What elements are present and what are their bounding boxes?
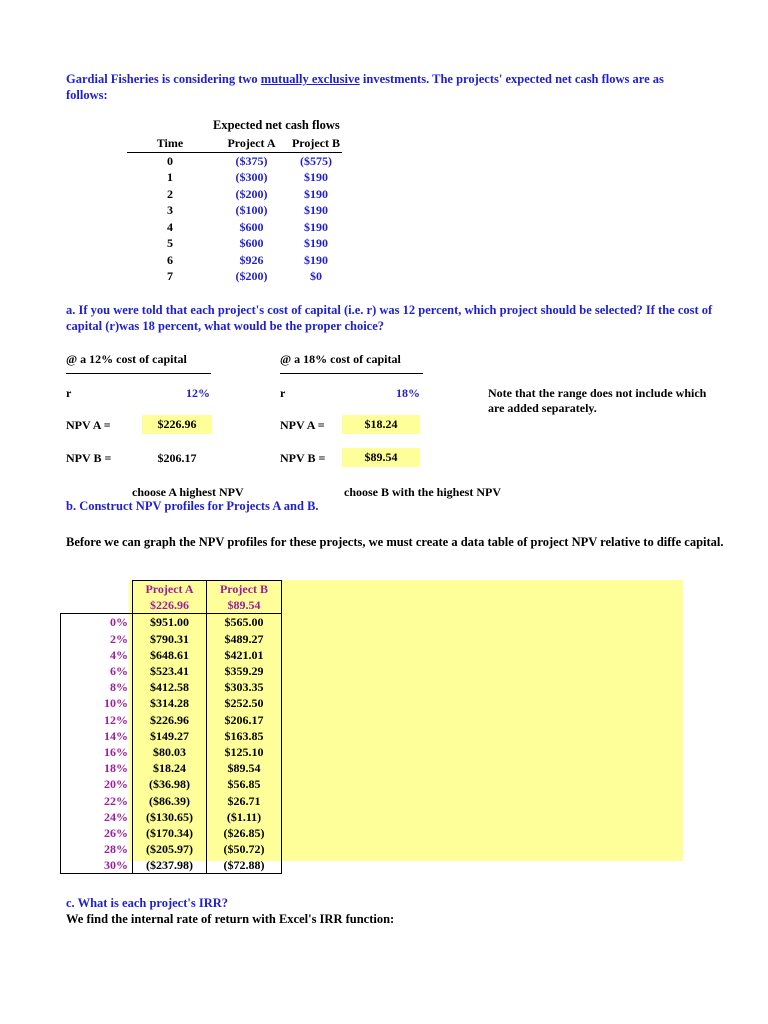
data-table-intro: Before we can graph the NPV profiles for these projects, we must create a data table of project NPV relative to diffe capital. (66, 535, 724, 549)
npv-rate: 2% (61, 631, 133, 647)
npv-profile-row (61, 679, 282, 695)
scenario-12-npv-b-value: $206.17 (157, 451, 197, 465)
cash-flow-time: 1 (167, 170, 173, 185)
scenario-18-npv-a-value: $18.24 (342, 415, 420, 434)
npv-rate: 22% (61, 792, 133, 808)
npv-profile-row (61, 809, 282, 825)
cash-flow-row (127, 219, 342, 236)
npv-profile-row (61, 776, 282, 792)
npv-project-b: ($72.88) (207, 857, 282, 874)
npv-project-a: ($36.98) (133, 776, 207, 792)
cash-flow-project-a: ($375) (235, 153, 268, 168)
cash-flow-time: 0 (167, 153, 173, 168)
npv-profile-row (61, 695, 282, 711)
scenario-12-npv-a-label: NPV A = (66, 418, 111, 432)
npv-project-b: $252.50 (207, 695, 282, 711)
intro-text-1: Gardial Fisheries is considering two (66, 72, 261, 86)
npv-profile-row (61, 647, 282, 663)
intro-text-2: investments. The projects' expected net cash flows are as follows: (66, 72, 664, 102)
npv-profile-row (61, 792, 282, 808)
npv-project-a: $18.24 (133, 760, 207, 776)
intro-underlined-text: mutually exclusive (260, 72, 360, 86)
cash-flow-project-b: $190 (304, 236, 328, 251)
npv-rate: 14% (61, 728, 133, 744)
cash-flow-project-b: $0 (310, 269, 322, 284)
npv-project-b: $56.85 (207, 776, 282, 792)
npv-rate: 4% (61, 647, 133, 663)
cash-flow-row (127, 252, 342, 269)
irr-text: We find the internal rate of return with Excel's IRR function: (66, 912, 395, 926)
cash-flow-project-a: ($200) (235, 269, 268, 284)
cash-flow-row (127, 186, 342, 203)
cash-flow-project-b: $190 (304, 170, 328, 185)
header-project-a: Project A (213, 135, 290, 152)
cash-flow-time: 6 (167, 252, 173, 267)
npv-profile-row (61, 728, 282, 744)
npv-project-a: $790.31 (133, 631, 207, 647)
cash-flow-project-a: ($100) (235, 203, 268, 218)
npv-project-a: $648.61 (133, 647, 207, 663)
npv-project-b: $565.00 (207, 614, 282, 631)
cash-flow-project-a: ($200) (235, 186, 268, 201)
npv-project-b: ($26.85) (207, 825, 282, 841)
cash-flow-project-b: $190 (304, 219, 328, 234)
npv-header-project-a: Project A (133, 581, 207, 598)
cash-flow-time: 7 (167, 269, 173, 284)
npv-rate: 20% (61, 776, 133, 792)
cash-flow-time: 5 (167, 236, 173, 251)
scenario-18-npv-b-value: $89.54 (342, 448, 420, 467)
scenario-18-choice: choose B with the highest NPV (344, 485, 502, 499)
scenario-18-npv-b-label: NPV B = (280, 451, 326, 465)
npv-project-b: $89.54 (207, 760, 282, 776)
npv-project-a: ($205.97) (133, 841, 207, 857)
cash-flow-project-a: $600 (239, 219, 264, 234)
npv-rate: 28% (61, 841, 133, 857)
npv-rate: 24% (61, 809, 133, 825)
npv-header-blank (61, 581, 133, 598)
npv-project-a: $412.58 (133, 679, 207, 695)
cash-flow-row (127, 169, 342, 186)
npv-base-blank (61, 597, 133, 614)
cash-flow-time: 2 (167, 186, 173, 201)
npv-project-a: $951.00 (133, 614, 207, 631)
question-b: b. Construct NPV profiles for Projects A and B. (66, 499, 319, 513)
cash-flow-title: Expected net cash flows (213, 118, 340, 132)
cash-flow-time: 4 (167, 219, 173, 234)
cash-flow-row (127, 268, 342, 285)
intro-paragraph (66, 71, 706, 103)
scenario-12-header: @ a 12% cost of capital (66, 352, 211, 374)
cash-flow-time: 3 (167, 203, 173, 218)
scenario-12-r-value: 12% (186, 386, 210, 400)
npv-project-b: $26.71 (207, 792, 282, 808)
npv-rate: 16% (61, 744, 133, 760)
scenario-12-choice: choose A highest NPV (132, 485, 244, 499)
cash-flow-project-a: $600 (239, 236, 264, 251)
npv-project-a: ($130.65) (133, 809, 207, 825)
npv-project-a: $226.96 (133, 712, 207, 728)
cash-flow-row (127, 202, 342, 219)
npv-project-b: $125.10 (207, 744, 282, 760)
cash-flow-project-b: $190 (304, 252, 328, 267)
npv-project-a: $523.41 (133, 663, 207, 679)
npv-rate: 6% (61, 663, 133, 679)
header-time: Time (127, 135, 213, 152)
npv-base-row (61, 597, 282, 614)
scenario-18-r-value: 18% (396, 386, 420, 400)
npv-rate: 26% (61, 825, 133, 841)
npv-project-b: $421.01 (207, 647, 282, 663)
cash-flow-project-a: ($300) (235, 170, 268, 185)
cash-flow-row (127, 152, 342, 169)
npv-rate: 0% (61, 614, 133, 631)
npv-profile-row (61, 663, 282, 679)
npv-header-row (61, 581, 282, 598)
npv-project-b: ($50.72) (207, 841, 282, 857)
question-a: a. If you were told that each project's cost of capital (i.e. r) was 12 percent, which project should be selected? If the cost of capital (r)was 18 percent, what would be the proper choice? (66, 303, 713, 333)
cash-flow-project-b: $190 (304, 186, 328, 201)
npv-project-b: ($1.11) (207, 809, 282, 825)
npv-profile-row (61, 825, 282, 841)
npv-project-b: $163.85 (207, 728, 282, 744)
scenario-18-npv-a-label: NPV A = (280, 418, 325, 432)
npv-profile-row (61, 712, 282, 728)
npv-project-a: $80.03 (133, 744, 207, 760)
scenario-18-r-label: r (280, 386, 286, 400)
npv-project-a: ($86.39) (133, 792, 207, 808)
npv-header-project-b: Project B (207, 581, 282, 598)
cash-flow-row (127, 235, 342, 252)
npv-project-b: $303.35 (207, 679, 282, 695)
npv-rate: 12% (61, 712, 133, 728)
npv-profile-row (61, 744, 282, 760)
npv-project-a: ($237.98) (133, 857, 207, 874)
npv-profile-row (61, 760, 282, 776)
npv-rate: 18% (61, 760, 133, 776)
cash-flow-project-b: ($575) (300, 153, 332, 168)
header-project-b: Project B (291, 136, 341, 151)
scenario-18-header: @ a 18% cost of capital (280, 352, 423, 374)
npv-profile-row (61, 614, 282, 631)
npv-base-project-b: $89.54 (207, 597, 282, 614)
npv-project-b: $489.27 (207, 631, 282, 647)
scenario-12-npv-b-label: NPV B = (66, 451, 112, 465)
question-c: c. What is each project's IRR? (66, 896, 229, 910)
scenario-12-npv-a-value: $226.96 (142, 415, 212, 434)
npv-profile-row (61, 631, 282, 647)
npv-project-b: $206.17 (207, 712, 282, 728)
npv-project-b: $359.29 (207, 663, 282, 679)
cash-flow-project-a: $926 (239, 252, 264, 267)
npv-rate: 8% (61, 679, 133, 695)
npv-profile-row (61, 857, 282, 874)
npv-project-a: $149.27 (133, 728, 207, 744)
cash-flow-table (127, 135, 342, 285)
npv-base-project-a: $226.96 (133, 597, 207, 614)
question-c-block (66, 895, 394, 927)
range-note: Note that the range does not include which are added separately. (488, 386, 707, 415)
npv-profile-row (61, 841, 282, 857)
npv-rate: 30% (61, 857, 133, 874)
npv-project-a: $314.28 (133, 695, 207, 711)
cash-flow-header-row (127, 135, 342, 152)
cash-flow-project-b: $190 (304, 203, 328, 218)
npv-profile-table (60, 580, 282, 874)
npv-project-a: ($170.34) (133, 825, 207, 841)
scenario-12-r-label: r (66, 386, 72, 400)
npv-rate: 10% (61, 695, 133, 711)
